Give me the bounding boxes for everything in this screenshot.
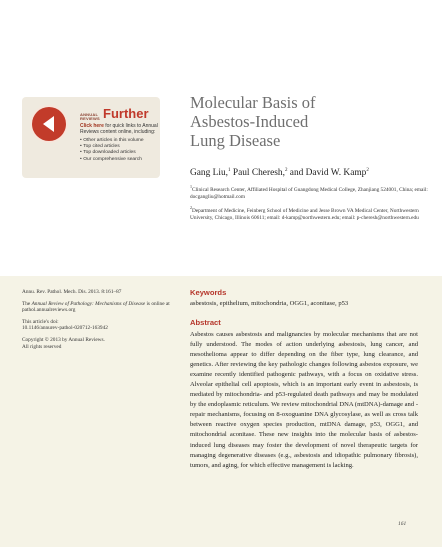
- title-line: Molecular Basis of: [190, 93, 316, 112]
- page-number: 161: [398, 521, 407, 527]
- author-name: Gang Liu,: [190, 168, 229, 179]
- back-arrow-icon[interactable]: [32, 107, 66, 141]
- further-panel[interactable]: [22, 97, 160, 178]
- article-meta: [22, 289, 172, 355]
- author-affil-sup: 2: [366, 168, 369, 173]
- keywords-text: asbestosis, epithelium, mitochondria, OGG1, aconitase, p53: [190, 300, 349, 307]
- journal-prefix: The: [22, 300, 32, 307]
- further-description: [80, 123, 160, 135]
- further-description-text: for quick links to Annual Reviews content online, including:: [80, 123, 158, 135]
- author-name: Paul Cheresh,: [230, 168, 285, 179]
- further-link[interactable]: • Other articles in this volume: [80, 138, 160, 144]
- doi-block: [22, 319, 172, 332]
- article-title: [190, 93, 430, 150]
- annual-reviews-logo: ANNUAL REVIEWS: [80, 112, 100, 121]
- author-name: and David W. Kamp: [287, 168, 367, 179]
- affiliation-sup: 2: [190, 205, 192, 210]
- citation: Annu. Rev. Pathol. Mech. Dis. 2013. 8:161–87: [22, 289, 122, 295]
- author-list: [190, 168, 435, 178]
- affiliation-1: [190, 184, 435, 200]
- copyright: Copyright © 2013 by Annual Reviews.: [22, 336, 105, 343]
- affiliation-2: [190, 205, 435, 221]
- doi-label: This article's doi:: [22, 318, 59, 325]
- rights: All rights reserved: [22, 343, 62, 350]
- abstract-text: Asbestos causes asbestosis and malignancies by molecular mechanisms that are not fully understood. The modes of action underlying asbestosis, lung cancer, and mesothelioma appear to differ depending on the fiber type, lung clearance, and genetics. After reviewing the key pathologic changes following asbestos exposure, we examine recently identified pathogenic pathways, with a focus on oxidative stress. Alveolar epithelial cell apoptosis, which is an important early event in asbestosis, is mediated by mitochondria- and p53-regulated death pathways and may be modulated by the endoplasmic reticulum. We review mitochondrial DNA (mtDNA)-damage and -repair mechanisms, focusing on 8-oxoguanine DNA glycosylase, as well as cross talk between reactive oxygen species production, mtDNA damage, p53, OGG1, and mitochondrial aconitase. These new insights into the molecular basis of asbestos-induced lung diseases may foster the development of novel therapeutic targets for managing degenerative diseases (e.g., asbestosis and idiopathic pulmonary fibrosis), tumors, and aging, for which effective management is lacking.: [190, 331, 418, 469]
- journal-name: Annual Review of Pathology: Mechanisms of Disease: [31, 300, 146, 307]
- affiliation-sup: 1: [190, 184, 192, 189]
- further-link[interactable]: • Top downloaded articles: [80, 150, 160, 156]
- further-link[interactable]: • Our comprehensive search: [80, 157, 160, 163]
- further-links: [80, 138, 160, 163]
- affiliation-text: Department of Medicine, Feinberg School of Medicine and Jesse Brown VA Medical Center, Northwestern University, Chicago, Illinois 60611; email: d-kamp@northwestern.edu; email: p-cheresh@northwestern.edu: [190, 207, 419, 221]
- copyright-block: [22, 337, 172, 350]
- affiliation-text: Clinical Research Center, Affiliated Hospital of Guangdong Medical College, Zhanjiang 524001, China; email: docgangliu@hotmail.com: [190, 186, 428, 200]
- journal-note: [22, 301, 172, 314]
- keywords-heading: Keywords: [190, 288, 227, 297]
- title-line: Asbestos-Induced: [190, 112, 309, 131]
- doi-link[interactable]: 10.1146/annurev-pathol-020712-163942: [22, 325, 108, 332]
- author-affil-sup: 1: [228, 168, 231, 173]
- journal-url-text: is online at pathol.annualreviews.org: [22, 300, 170, 314]
- further-text: [80, 103, 160, 163]
- further-heading: Further: [103, 106, 149, 121]
- click-here-link[interactable]: Click here: [80, 123, 104, 129]
- title-line: Lung Disease: [190, 131, 281, 150]
- further-link[interactable]: • Top cited articles: [80, 144, 160, 150]
- abstract-heading: Abstract: [190, 318, 221, 327]
- further-header: [80, 103, 160, 121]
- author-affil-sup: 2: [284, 168, 288, 173]
